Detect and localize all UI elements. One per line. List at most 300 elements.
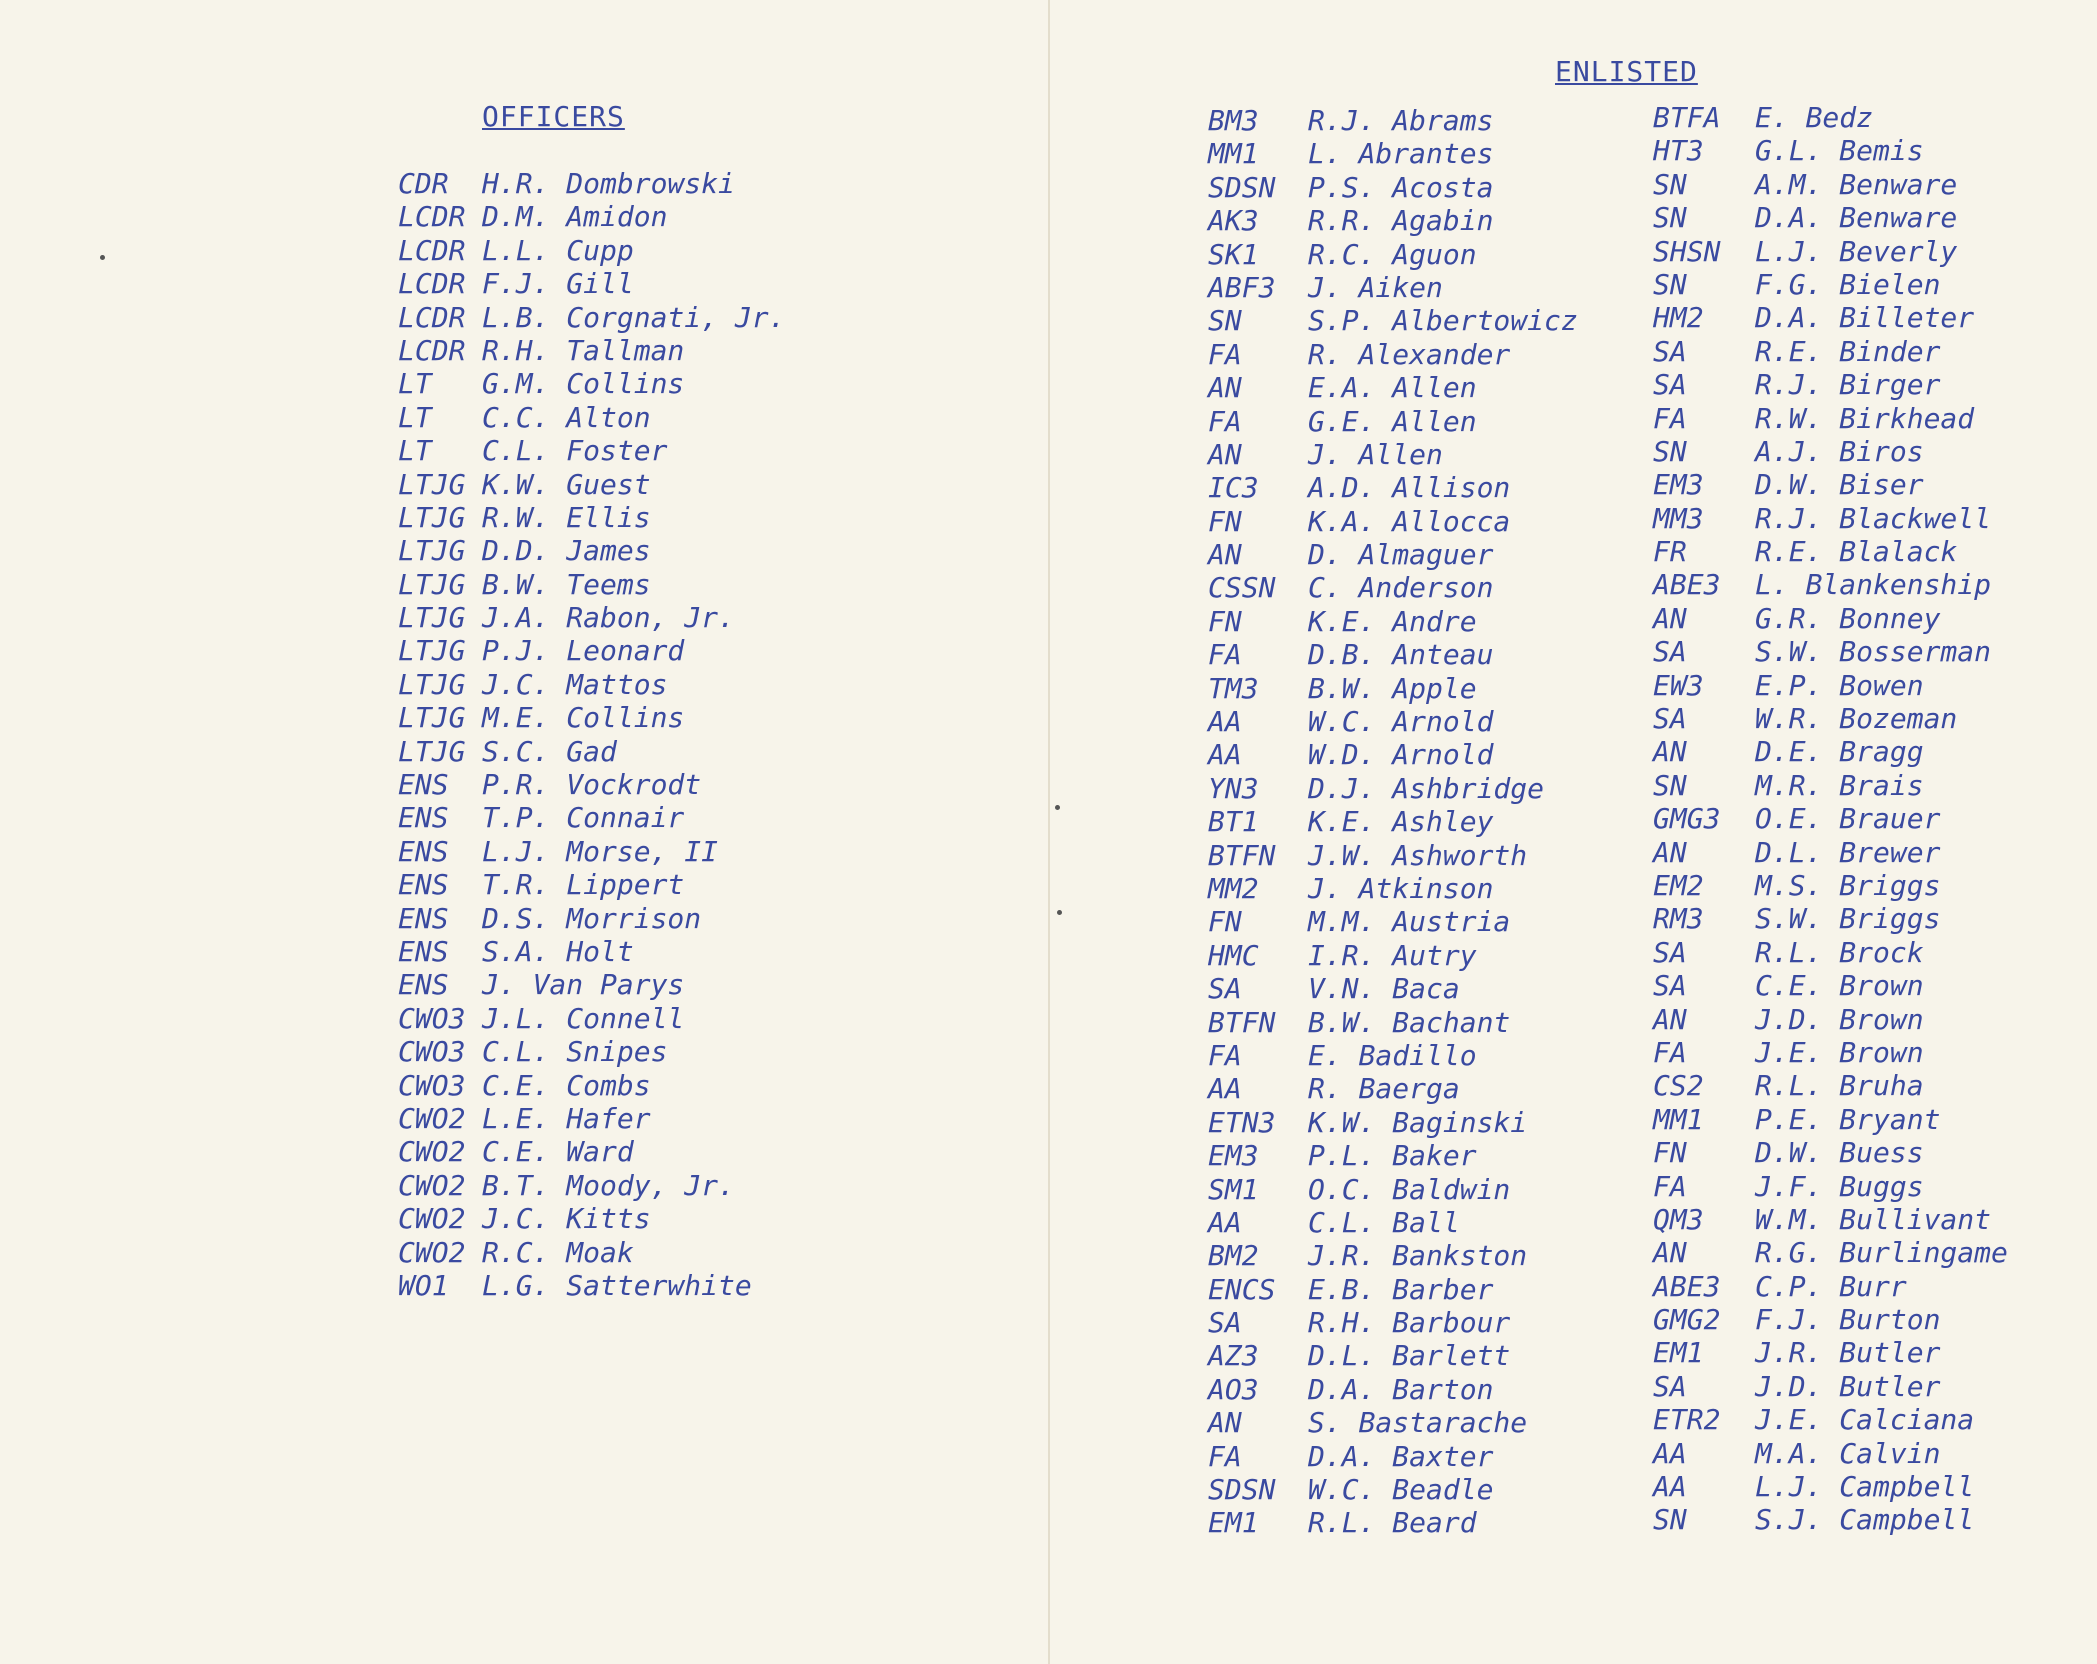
member-name: L.J. Morse, II	[482, 834, 719, 868]
roster-row	[398, 835, 785, 868]
member-name: J.W. Ashworth	[1308, 838, 1528, 872]
roster-row	[1208, 605, 1578, 638]
page-speck	[100, 255, 105, 260]
roster-row	[398, 401, 785, 434]
roster-row	[1653, 635, 2008, 668]
roster-row	[1208, 638, 1578, 671]
roster-row	[1653, 168, 2008, 201]
member-name: M.E. Collins	[482, 701, 685, 735]
roster-row	[1208, 1339, 1578, 1372]
roster-row	[398, 501, 785, 534]
rank-abbrev: CWO3	[398, 1035, 466, 1069]
rank-abbrev: LTJG	[398, 467, 466, 501]
member-name: J.E. Brown	[1755, 1035, 1924, 1069]
roster-row	[1653, 535, 2008, 568]
member-name: E. Bedz	[1755, 101, 1874, 134]
roster-row	[398, 468, 785, 501]
rank-abbrev: ABE3	[1653, 1269, 1721, 1303]
rank-abbrev: FA	[1208, 1038, 1242, 1072]
member-name: S.P. Albertowicz	[1308, 304, 1578, 338]
roster-row	[1653, 1470, 2008, 1503]
member-name: S.W. Bosserman	[1755, 635, 1992, 669]
rank-abbrev: AN	[1653, 1002, 1687, 1036]
rank-abbrev: CS2	[1653, 1069, 1704, 1103]
rank-abbrev: ENS	[398, 801, 449, 835]
rank-abbrev: AA	[1208, 1205, 1242, 1239]
rank-abbrev: FN	[1208, 905, 1242, 939]
rank-abbrev: LTJG	[398, 534, 466, 568]
roster-row	[1653, 368, 2008, 401]
roster-row	[1653, 602, 2008, 635]
rank-abbrev: CWO2	[398, 1235, 466, 1269]
member-name: C.L. Snipes	[482, 1035, 668, 1069]
rank-abbrev: AN	[1653, 735, 1687, 769]
member-name: I.R. Autry	[1308, 938, 1477, 972]
rank-abbrev: ENS	[398, 968, 449, 1002]
roster-row	[398, 634, 785, 667]
rank-abbrev: GMG2	[1653, 1303, 1721, 1337]
rank-abbrev: ENS	[398, 901, 449, 935]
roster-row	[1653, 201, 2008, 234]
rank-abbrev: AK3	[1208, 204, 1259, 238]
member-name: D.E. Bragg	[1755, 735, 1924, 769]
member-name: K.A. Allocca	[1308, 504, 1511, 538]
roster-row	[398, 735, 785, 768]
rank-abbrev: EM1	[1208, 1506, 1259, 1540]
rank-abbrev: FR	[1653, 535, 1687, 569]
rank-abbrev: LCDR	[398, 300, 466, 334]
member-name: L. Abrantes	[1308, 137, 1494, 171]
roster-row	[398, 200, 785, 233]
rank-abbrev: LT	[398, 400, 432, 434]
member-name: S. Bastarache	[1308, 1406, 1528, 1440]
rank-abbrev: SA	[1653, 1369, 1687, 1403]
roster-row	[1208, 872, 1578, 905]
roster-row	[1208, 338, 1578, 371]
roster-row	[1208, 1506, 1578, 1539]
rank-abbrev: SN	[1208, 304, 1242, 338]
rank-abbrev: TM3	[1208, 671, 1259, 705]
roster-row	[1208, 1273, 1578, 1306]
rank-abbrev: EM3	[1208, 1139, 1259, 1173]
roster-row	[1653, 502, 2008, 535]
member-name: J.F. Buggs	[1755, 1169, 1924, 1203]
rank-abbrev: MM2	[1208, 871, 1259, 905]
member-name: D.B. Anteau	[1308, 638, 1494, 672]
member-name: D.W. Buess	[1755, 1136, 1924, 1170]
rank-abbrev: AA	[1208, 1072, 1242, 1106]
member-name: D.S. Morrison	[482, 901, 702, 935]
member-name: C. Anderson	[1308, 571, 1494, 605]
rank-abbrev: FA	[1208, 1439, 1242, 1473]
rank-abbrev: ENS	[398, 768, 449, 802]
roster-row	[1208, 1072, 1578, 1105]
rank-abbrev: FA	[1208, 638, 1242, 672]
member-name: J. Atkinson	[1308, 871, 1494, 905]
rank-abbrev: SM1	[1208, 1172, 1259, 1206]
member-name: G.R. Bonney	[1755, 601, 1941, 635]
member-name: R.L. Bruha	[1755, 1069, 1924, 1103]
rank-abbrev: ENS	[398, 868, 449, 902]
rank-abbrev: LTJG	[398, 734, 466, 768]
rank-abbrev: LTJG	[398, 601, 466, 635]
member-name: L.E. Hafer	[482, 1101, 651, 1135]
member-name: E.A. Allen	[1308, 371, 1477, 405]
rank-abbrev: LT	[398, 367, 432, 401]
member-name: J.A. Rabon, Jr.	[482, 601, 735, 635]
member-name: J. Allen	[1308, 437, 1443, 471]
roster-row	[1208, 905, 1578, 938]
rank-abbrev: AN	[1653, 835, 1687, 869]
roster-row	[1653, 235, 2008, 268]
roster-row	[1208, 772, 1578, 805]
member-name: R.L. Beard	[1308, 1506, 1477, 1540]
member-name: J.D. Butler	[1755, 1369, 1941, 1403]
page-speck	[1057, 910, 1062, 915]
roster-row	[1653, 301, 2008, 334]
member-name: B.W. Apple	[1308, 671, 1477, 705]
rank-abbrev: LTJG	[398, 701, 466, 735]
rank-abbrev: CWO2	[398, 1168, 466, 1202]
roster-row	[1653, 1437, 2008, 1470]
member-name: E. Badillo	[1308, 1038, 1477, 1072]
rank-abbrev: ETN3	[1208, 1105, 1276, 1139]
member-name: P.L. Baker	[1308, 1139, 1477, 1173]
member-name: F.J. Burton	[1755, 1303, 1941, 1337]
rank-abbrev: SHSN	[1653, 234, 1721, 268]
member-name: C.L. Foster	[482, 434, 668, 468]
roster-row	[398, 1002, 785, 1035]
rank-abbrev: AA	[1653, 1470, 1687, 1504]
roster-row	[1208, 371, 1578, 404]
rank-abbrev: BTFN	[1208, 838, 1276, 872]
roster-row	[1208, 204, 1578, 237]
rank-abbrev: EM3	[1653, 468, 1704, 502]
roster-row	[1208, 271, 1578, 304]
member-name: B.T. Moody, Jr.	[482, 1168, 735, 1202]
roster-row	[1653, 1370, 2008, 1403]
rank-abbrev: SK1	[1208, 237, 1259, 271]
rank-abbrev: BM2	[1208, 1239, 1259, 1273]
rank-abbrev: CWO3	[398, 1068, 466, 1102]
roster-row	[398, 1102, 785, 1135]
roster-row	[1208, 972, 1578, 1005]
roster-row	[1208, 1139, 1578, 1172]
member-name: C.E. Ward	[482, 1135, 634, 1169]
member-name: T.R. Lippert	[482, 868, 685, 902]
rank-abbrev: SA	[1653, 368, 1687, 402]
member-name: J.E. Calciana	[1755, 1403, 1975, 1437]
rank-abbrev: MM1	[1653, 1102, 1704, 1136]
rank-abbrev: AZ3	[1208, 1339, 1259, 1373]
roster-row	[1653, 936, 2008, 969]
roster-row	[398, 234, 785, 267]
roster-row	[398, 267, 785, 300]
roster-row	[1653, 1336, 2008, 1369]
member-name: B.W. Bachant	[1308, 1005, 1511, 1039]
rank-abbrev: AA	[1208, 705, 1242, 739]
roster-row	[1208, 738, 1578, 771]
roster-row	[1653, 969, 2008, 1002]
rank-abbrev: CWO2	[398, 1202, 466, 1236]
roster-row	[1653, 568, 2008, 601]
member-name: M.M. Austria	[1308, 905, 1511, 939]
rank-abbrev: LTJG	[398, 667, 466, 701]
member-name: C.E. Brown	[1755, 969, 1924, 1003]
rank-abbrev: HMC	[1208, 938, 1259, 972]
rank-abbrev: SA	[1653, 334, 1687, 368]
member-name: D.J. Ashbridge	[1308, 771, 1545, 805]
rank-abbrev: HT3	[1653, 134, 1704, 168]
member-name: R.L. Brock	[1755, 935, 1924, 969]
member-name: E.P. Bowen	[1755, 668, 1924, 702]
roster-row	[1208, 1440, 1578, 1473]
rank-abbrev: LCDR	[398, 267, 466, 301]
roster-row	[1208, 304, 1578, 337]
rank-abbrev: SA	[1208, 972, 1242, 1006]
roster-row	[398, 902, 785, 935]
roster-row	[1653, 1136, 2008, 1169]
roster-row	[398, 1169, 785, 1202]
roster-row	[1653, 468, 2008, 501]
member-name: D.W. Biser	[1755, 468, 1924, 502]
member-name: W.C. Arnold	[1308, 705, 1494, 739]
rank-abbrev: SN	[1653, 201, 1687, 235]
roster-row	[1653, 836, 2008, 869]
rank-abbrev: ENS	[398, 834, 449, 868]
roster-row	[1653, 101, 2008, 134]
rank-abbrev: FA	[1208, 404, 1242, 438]
roster-row	[1653, 902, 2008, 935]
rank-abbrev: AA	[1208, 738, 1242, 772]
roster-row	[398, 701, 785, 734]
roster-row	[1208, 1473, 1578, 1506]
member-name: L.J. Beverly	[1755, 234, 1958, 268]
roster-row	[1208, 939, 1578, 972]
member-name: R.E. Binder	[1755, 334, 1941, 368]
rank-abbrev: GMG3	[1653, 802, 1721, 836]
roster-row	[1653, 268, 2008, 301]
member-name: D.L. Brewer	[1755, 835, 1941, 869]
officers-list	[398, 167, 785, 1302]
rank-abbrev: IC3	[1208, 471, 1259, 505]
member-name: K.W. Guest	[482, 467, 651, 501]
member-name: R.H. Tallman	[482, 333, 685, 367]
roster-row	[1653, 869, 2008, 902]
roster-row	[1653, 435, 2008, 468]
roster-row	[398, 1035, 785, 1068]
roster-row	[1653, 702, 2008, 735]
rank-abbrev: SA	[1653, 635, 1687, 669]
roster-row	[1208, 1373, 1578, 1406]
member-name: L.B. Corgnati, Jr.	[482, 300, 786, 334]
roster-row	[1653, 1503, 2008, 1536]
member-name: A.J. Biros	[1755, 434, 1924, 468]
roster-row	[1208, 1239, 1578, 1272]
member-name: R.W. Birkhead	[1755, 401, 1975, 435]
roster-row	[398, 1269, 785, 1302]
member-name: F.G. Bielen	[1755, 267, 1941, 301]
roster-row	[398, 1135, 785, 1168]
roster-row	[1653, 402, 2008, 435]
roster-row	[398, 868, 785, 901]
rank-abbrev: FN	[1208, 504, 1242, 538]
page-speck	[1055, 805, 1060, 810]
member-name: P.R. Vockrodt	[482, 768, 702, 802]
rank-abbrev: QM3	[1653, 1202, 1704, 1236]
member-name: S.A. Holt	[482, 934, 634, 968]
rank-abbrev: SA	[1653, 935, 1687, 969]
roster-row	[398, 1069, 785, 1102]
member-name: G.L. Bemis	[1755, 134, 1924, 168]
member-name: D.M. Amidon	[482, 200, 668, 234]
member-name: B.W. Teems	[482, 567, 651, 601]
rank-abbrev: BTFN	[1208, 1005, 1276, 1039]
member-name: R.W. Ellis	[482, 500, 651, 534]
roster-row	[1653, 669, 2008, 702]
roster-row	[1208, 571, 1578, 604]
member-name: J. Van Parys	[482, 968, 685, 1002]
member-name: D.L. Barlett	[1308, 1339, 1511, 1373]
rank-abbrev: LTJG	[398, 567, 466, 601]
rank-abbrev: CWO2	[398, 1101, 466, 1135]
roster-row	[398, 968, 785, 1001]
rank-abbrev: HM2	[1653, 301, 1704, 335]
officers-heading: OFFICERS	[482, 100, 625, 133]
rank-abbrev: ENCS	[1208, 1272, 1276, 1306]
member-name: R.J. Abrams	[1308, 104, 1494, 137]
rank-abbrev: SDSN	[1208, 1473, 1276, 1507]
member-name: H.R. Dombrowski	[482, 167, 735, 200]
roster-row	[1653, 335, 2008, 368]
rank-abbrev: SA	[1653, 702, 1687, 736]
member-name: G.M. Collins	[482, 367, 685, 401]
roster-row	[1653, 134, 2008, 167]
rank-abbrev: AN	[1208, 1406, 1242, 1440]
member-name: S.J. Campbell	[1755, 1503, 1975, 1537]
roster-row	[398, 367, 785, 400]
rank-abbrev: SN	[1653, 1503, 1687, 1537]
enlisted-list-column-a	[1208, 104, 1578, 1540]
rank-abbrev: WO1	[398, 1268, 449, 1302]
roster-row	[1208, 471, 1578, 504]
rank-abbrev: FA	[1653, 1035, 1687, 1069]
rank-abbrev: LCDR	[398, 333, 466, 367]
member-name: O.C. Baldwin	[1308, 1172, 1511, 1206]
rank-abbrev: EM1	[1653, 1336, 1704, 1370]
rank-abbrev: ABF3	[1208, 270, 1276, 304]
rank-abbrev: EW3	[1653, 668, 1704, 702]
roster-row	[1208, 171, 1578, 204]
member-name: D.A. Baxter	[1308, 1439, 1494, 1473]
roster-row	[1208, 438, 1578, 471]
member-name: A.M. Benware	[1755, 167, 1958, 201]
roster-row	[1208, 104, 1578, 137]
member-name: P.S. Acosta	[1308, 170, 1494, 204]
roster-row	[1653, 769, 2008, 802]
rank-abbrev: LTJG	[398, 634, 466, 668]
rank-abbrev: SA	[1653, 969, 1687, 1003]
member-name: A.D. Allison	[1308, 471, 1511, 505]
roster-row	[398, 801, 785, 834]
member-name: M.S. Briggs	[1755, 868, 1941, 902]
roster-row	[398, 301, 785, 334]
member-name: J.C. Kitts	[482, 1202, 651, 1236]
rank-abbrev: CDR	[398, 167, 449, 200]
roster-row	[1653, 1170, 2008, 1203]
rank-abbrev: AA	[1653, 1436, 1687, 1470]
rank-abbrev: SN	[1653, 167, 1687, 201]
roster-row	[1208, 538, 1578, 571]
member-name: D.D. James	[482, 534, 651, 568]
roster-row	[398, 935, 785, 968]
roster-row	[1208, 1406, 1578, 1439]
rank-abbrev: AN	[1653, 1236, 1687, 1270]
member-name: J.C. Mattos	[482, 667, 668, 701]
member-name: R.E. Blalack	[1755, 535, 1958, 569]
roster-row	[1208, 1106, 1578, 1139]
rank-abbrev: YN3	[1208, 771, 1259, 805]
roster-row	[398, 1236, 785, 1269]
member-name: V.N. Baca	[1308, 972, 1460, 1006]
member-name: K.E. Andre	[1308, 604, 1477, 638]
member-name: J. Aiken	[1308, 270, 1443, 304]
member-name: C.L. Ball	[1308, 1205, 1460, 1239]
rank-abbrev: SDSN	[1208, 170, 1276, 204]
roster-row	[1653, 1303, 2008, 1336]
member-name: W.D. Arnold	[1308, 738, 1494, 772]
rank-abbrev: BM3	[1208, 104, 1259, 137]
member-name: J.R. Bankston	[1308, 1239, 1528, 1273]
member-name: L. Blankenship	[1755, 568, 1992, 602]
member-name: C.P. Burr	[1755, 1269, 1907, 1303]
enlisted-list-column-b	[1653, 101, 2008, 1537]
rank-abbrev: LTJG	[398, 500, 466, 534]
member-name: G.E. Allen	[1308, 404, 1477, 438]
rank-abbrev: CSSN	[1208, 571, 1276, 605]
member-name: W.R. Bozeman	[1755, 702, 1958, 736]
roster-row	[398, 434, 785, 467]
rank-abbrev: ETR2	[1653, 1403, 1721, 1437]
rank-abbrev: LCDR	[398, 200, 466, 234]
member-name: P.J. Leonard	[482, 634, 685, 668]
roster-row	[1653, 735, 2008, 768]
member-name: W.C. Beadle	[1308, 1473, 1494, 1507]
roster-row	[1653, 1403, 2008, 1436]
member-name: J.L. Connell	[482, 1001, 685, 1035]
member-name: E.B. Barber	[1308, 1272, 1494, 1306]
roster-row	[398, 1202, 785, 1235]
roster-row	[1653, 1270, 2008, 1303]
member-name: K.W. Baginski	[1308, 1105, 1528, 1139]
rank-abbrev: EM2	[1653, 868, 1704, 902]
roster-row	[398, 334, 785, 367]
member-name: R. Alexander	[1308, 337, 1511, 371]
rank-abbrev: FN	[1653, 1136, 1687, 1170]
roster-row	[1653, 802, 2008, 835]
rank-abbrev: SN	[1653, 434, 1687, 468]
rank-abbrev: SN	[1653, 768, 1687, 802]
member-name: M.A. Calvin	[1755, 1436, 1941, 1470]
rank-abbrev: LCDR	[398, 233, 466, 267]
member-name: C.C. Alton	[482, 400, 651, 434]
rank-abbrev: BTFA	[1653, 101, 1721, 134]
member-name: R.J. Birger	[1755, 368, 1941, 402]
member-name: R.C. Moak	[482, 1235, 634, 1269]
rank-abbrev: MM3	[1653, 501, 1704, 535]
member-name: D. Almaguer	[1308, 538, 1494, 572]
rank-abbrev: SN	[1653, 267, 1687, 301]
